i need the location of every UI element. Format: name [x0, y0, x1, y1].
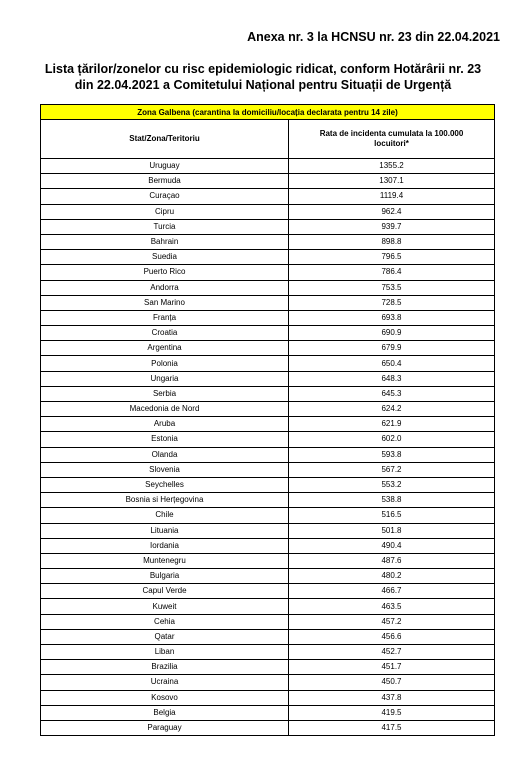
country-cell: Cipru — [41, 204, 289, 219]
country-cell: Brazilia — [41, 660, 289, 675]
country-cell: Curaçao — [41, 189, 289, 204]
rate-cell: 621.9 — [289, 417, 495, 432]
rate-cell: 419.5 — [289, 705, 495, 720]
rate-cell: 593.8 — [289, 447, 495, 462]
risk-countries-table — [40, 104, 495, 736]
country-cell: Kosovo — [41, 690, 289, 705]
table-row — [41, 705, 495, 720]
table-row — [41, 159, 495, 174]
country-cell: Suedia — [41, 250, 289, 265]
table-row — [41, 386, 495, 401]
table-row — [41, 280, 495, 295]
column-header-row — [41, 120, 495, 159]
country-cell: Kuweit — [41, 599, 289, 614]
country-cell: Argentina — [41, 341, 289, 356]
country-cell: Seychelles — [41, 477, 289, 492]
rate-cell: 939.7 — [289, 219, 495, 234]
rate-cell: 1355.2 — [289, 159, 495, 174]
country-cell: Polonia — [41, 356, 289, 371]
table-row — [41, 462, 495, 477]
table-row — [41, 584, 495, 599]
rate-cell: 437.8 — [289, 690, 495, 705]
document-title-line-1: Lista țărilor/zonelor cu risc epidemiologic ridicat, conform Hotărârii nr. 23 — [44, 62, 482, 76]
rate-cell: 567.2 — [289, 462, 495, 477]
rate-cell: 501.8 — [289, 523, 495, 538]
country-cell: Belgia — [41, 705, 289, 720]
annex-reference: Anexa nr. 3 la HCNSU nr. 23 din 22.04.2021 — [247, 30, 500, 44]
country-cell: Bulgaria — [41, 569, 289, 584]
table-row — [41, 645, 495, 660]
rate-cell: 690.9 — [289, 326, 495, 341]
country-cell: Bahrain — [41, 234, 289, 249]
column-header-rate: Rata de incidenta cumulata la 100.000 locuitori* — [289, 120, 495, 159]
table-row — [41, 690, 495, 705]
country-cell: San Marino — [41, 295, 289, 310]
country-cell: Andorra — [41, 280, 289, 295]
table-row — [41, 417, 495, 432]
zone-header-row — [41, 105, 495, 120]
table-row — [41, 234, 495, 249]
rate-cell: 679.9 — [289, 341, 495, 356]
table-row — [41, 599, 495, 614]
country-cell: Cehia — [41, 614, 289, 629]
rate-cell: 451.7 — [289, 660, 495, 675]
table-row — [41, 675, 495, 690]
table-row — [41, 569, 495, 584]
table-row — [41, 523, 495, 538]
rate-cell: 450.7 — [289, 675, 495, 690]
country-cell: Uruguay — [41, 159, 289, 174]
rate-cell: 796.5 — [289, 250, 495, 265]
rate-cell: 466.7 — [289, 584, 495, 599]
rate-cell: 898.8 — [289, 234, 495, 249]
rate-cell: 457.2 — [289, 614, 495, 629]
country-cell: Croatia — [41, 326, 289, 341]
rate-cell: 648.3 — [289, 371, 495, 386]
zone-label: Zona Galbena (carantina la domiciliu/locația declarata pentru 14 zile) — [41, 105, 495, 120]
table-row — [41, 402, 495, 417]
column-header-country: Stat/Zona/Teritoriu — [41, 120, 289, 159]
rate-cell: 463.5 — [289, 599, 495, 614]
table-row — [41, 508, 495, 523]
table-row — [41, 660, 495, 675]
table-row — [41, 371, 495, 386]
country-cell: Ucraina — [41, 675, 289, 690]
country-cell: Aruba — [41, 417, 289, 432]
rate-cell: 650.4 — [289, 356, 495, 371]
document-title-line-2: din 22.04.2021 a Comitetului Național pentru Situații de Urgență — [74, 78, 452, 92]
country-cell: Liban — [41, 645, 289, 660]
rate-cell: 538.8 — [289, 493, 495, 508]
document-title — [20, 61, 506, 93]
country-cell: Macedonia de Nord — [41, 402, 289, 417]
rate-cell: 456.6 — [289, 629, 495, 644]
rate-cell: 645.3 — [289, 386, 495, 401]
table-row — [41, 538, 495, 553]
rate-cell: 602.0 — [289, 432, 495, 447]
rate-cell: 693.8 — [289, 310, 495, 325]
country-cell: Serbia — [41, 386, 289, 401]
rate-cell: 624.2 — [289, 402, 495, 417]
table-row — [41, 614, 495, 629]
country-cell: Iordania — [41, 538, 289, 553]
table-row — [41, 265, 495, 280]
rate-cell: 753.5 — [289, 280, 495, 295]
country-cell: Estonia — [41, 432, 289, 447]
table-row — [41, 326, 495, 341]
table-row — [41, 629, 495, 644]
table-row — [41, 250, 495, 265]
table-row — [41, 356, 495, 371]
rate-cell: 786.4 — [289, 265, 495, 280]
rate-cell: 487.6 — [289, 553, 495, 568]
rate-cell: 728.5 — [289, 295, 495, 310]
country-cell: Puerto Rico — [41, 265, 289, 280]
table-row — [41, 295, 495, 310]
rate-cell: 962.4 — [289, 204, 495, 219]
table-row — [41, 432, 495, 447]
rate-cell: 1307.1 — [289, 174, 495, 189]
table-row — [41, 341, 495, 356]
country-cell: Bermuda — [41, 174, 289, 189]
table-row — [41, 204, 495, 219]
table-row — [41, 720, 495, 735]
rate-cell: 480.2 — [289, 569, 495, 584]
table-row — [41, 477, 495, 492]
country-cell: Slovenia — [41, 462, 289, 477]
rate-cell: 490.4 — [289, 538, 495, 553]
table-row — [41, 219, 495, 234]
table-row — [41, 447, 495, 462]
rate-cell: 516.5 — [289, 508, 495, 523]
country-cell: Turcia — [41, 219, 289, 234]
table-row — [41, 189, 495, 204]
country-cell: Paraguay — [41, 720, 289, 735]
rate-cell: 452.7 — [289, 645, 495, 660]
country-cell: Franța — [41, 310, 289, 325]
country-cell: Qatar — [41, 629, 289, 644]
country-cell: Chile — [41, 508, 289, 523]
country-cell: Muntenegru — [41, 553, 289, 568]
country-cell: Olanda — [41, 447, 289, 462]
rate-cell: 1119.4 — [289, 189, 495, 204]
country-cell: Capul Verde — [41, 584, 289, 599]
table-row — [41, 310, 495, 325]
table-body — [41, 159, 495, 736]
table-row — [41, 174, 495, 189]
rate-cell: 417.5 — [289, 720, 495, 735]
country-cell: Ungaria — [41, 371, 289, 386]
table-row — [41, 553, 495, 568]
country-cell: Bosnia si Herțegovina — [41, 493, 289, 508]
country-cell: Lituania — [41, 523, 289, 538]
table-row — [41, 493, 495, 508]
rate-cell: 553.2 — [289, 477, 495, 492]
